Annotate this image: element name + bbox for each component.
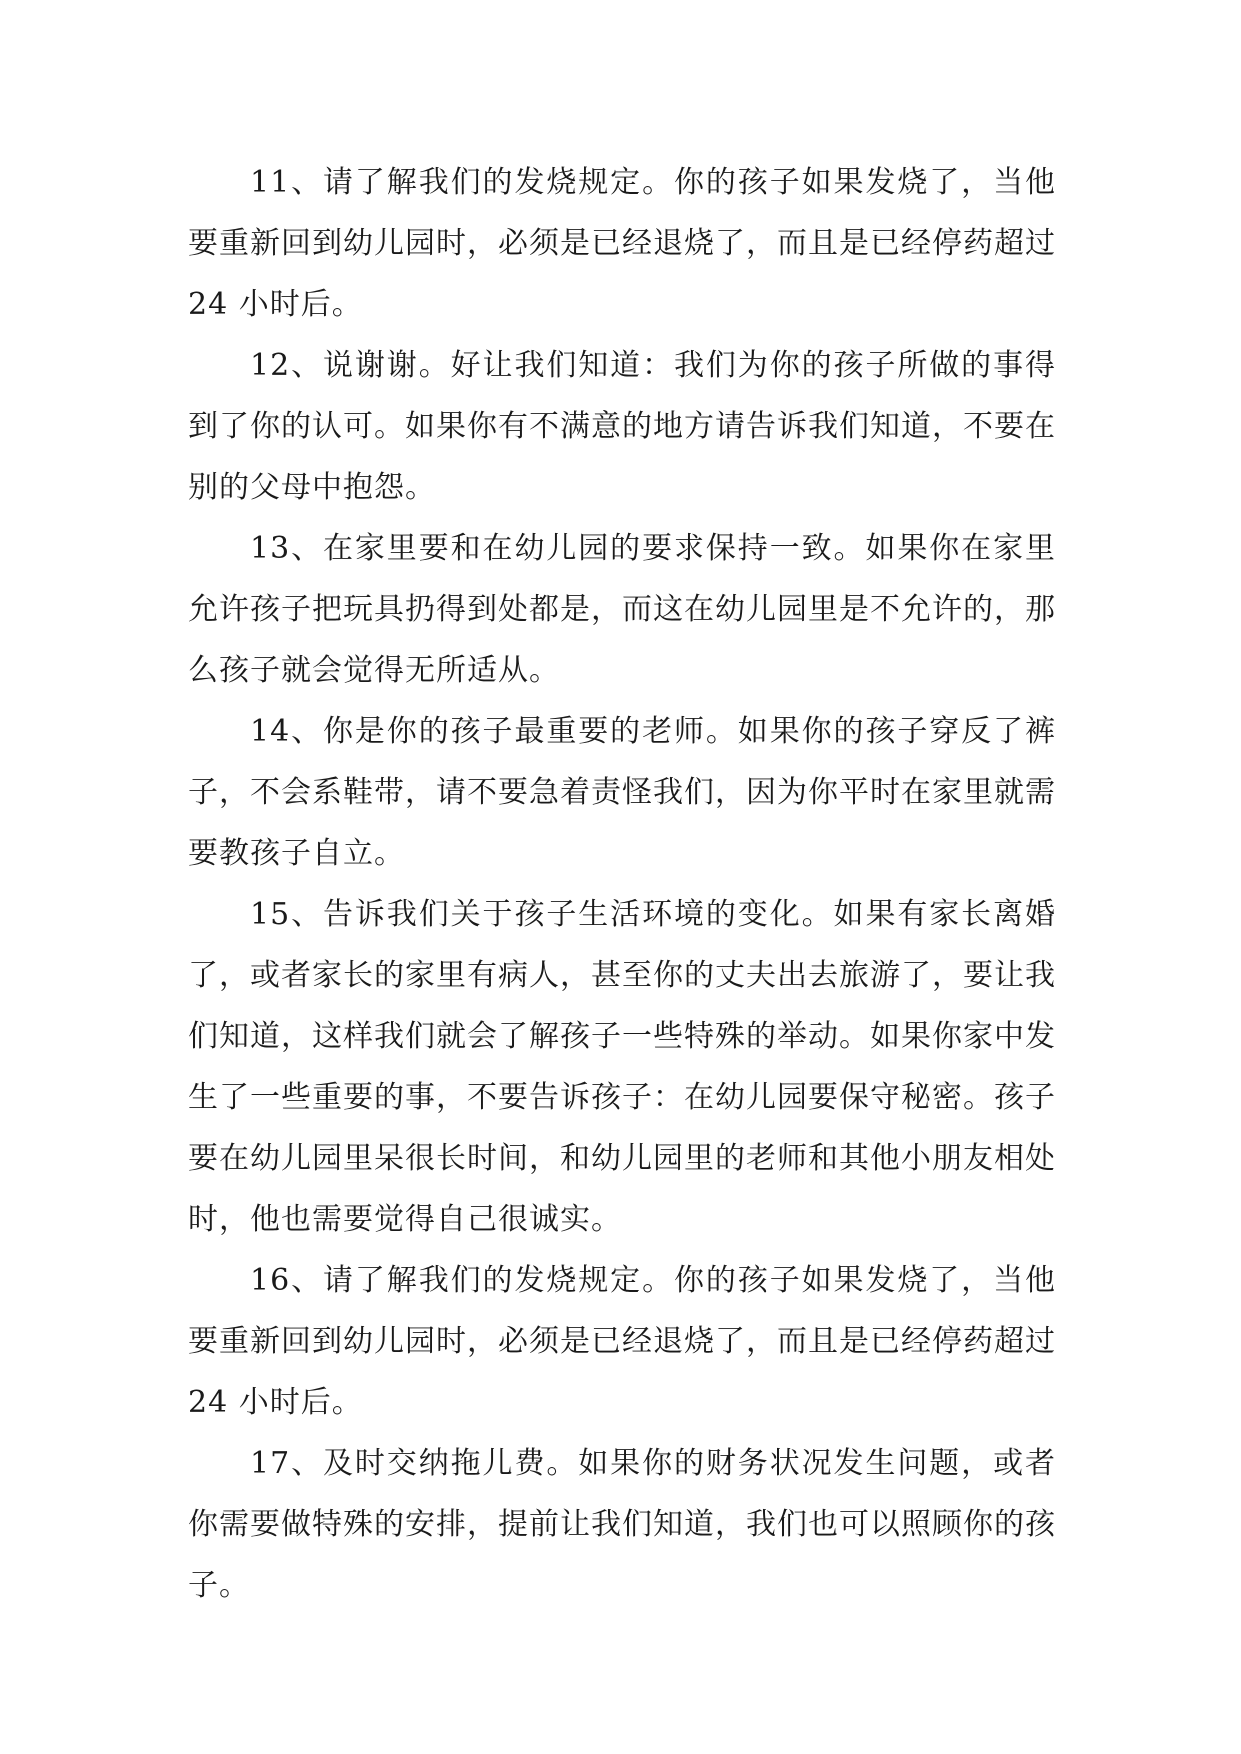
- paragraph-17: 17、及时交纳拖儿费。如果你的财务状况发生问题，或者你需要做特殊的安排，提前让我们知道，我们也可以照顾你的孩子。: [188, 1446, 1056, 1603]
- paragraph-14: 14、你是你的孩子最重要的老师。如果你的孩子穿反了裤子，不会系鞋带，请不要急着责怪我们，因为你平时在家里就需要教孩子自立。: [188, 714, 1056, 871]
- paragraph-12: 12、说谢谢。好让我们知道：我们为你的孩子所做的事得到了你的认可。如果你有不满意的地方请告诉我们知道，不要在别的父母中抱怨。: [188, 348, 1056, 505]
- document-body: [188, 152, 1056, 1616]
- paragraph-11: 11、请了解我们的发烧规定。你的孩子如果发烧了，当他要重新回到幼儿园时，必须是已经退烧了，而且是已经停药超过 24 小时后。: [188, 165, 1056, 322]
- paragraph-16: 16、请了解我们的发烧规定。你的孩子如果发烧了，当他要重新回到幼儿园时，必须是已经退烧了，而且是已经停药超过 24 小时后。: [188, 1263, 1056, 1420]
- paragraph-15: 15、告诉我们关于孩子生活环境的变化。如果有家长离婚了，或者家长的家里有病人，甚至你的丈夫出去旅游了，要让我们知道，这样我们就会了解孩子一些特殊的举动。如果你家中发生了一些重要的事，不要告诉孩子：在幼儿园要保守秘密。孩子要在幼儿园里呆很长时间，和幼儿园里的老师和其他小朋友相处时，他也需要觉得自己很诚实。: [188, 897, 1056, 1237]
- paragraph-13: 13、在家里要和在幼儿园的要求保持一致。如果你在家里允许孩子把玩具扔得到处都是，而这在幼儿园里是不允许的，那么孩子就会觉得无所适从。: [188, 531, 1056, 688]
